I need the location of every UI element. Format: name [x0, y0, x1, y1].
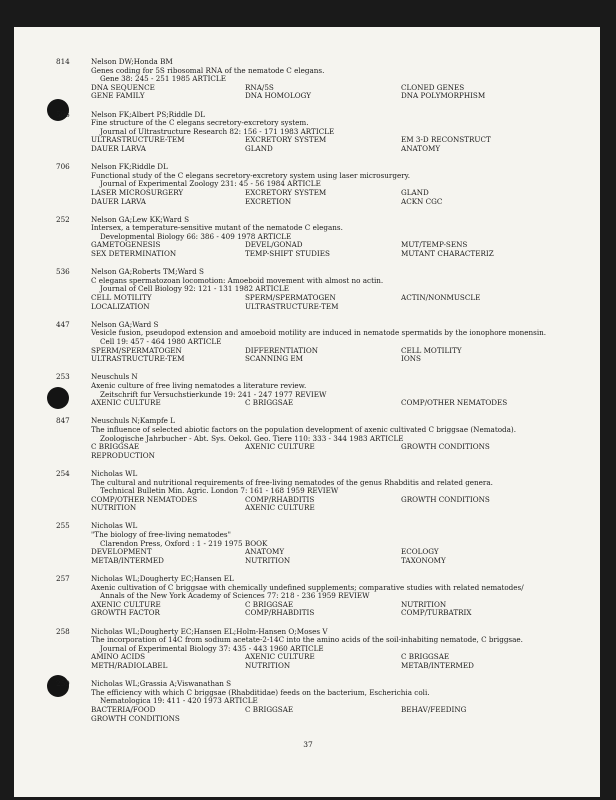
entry-number: 255	[56, 521, 70, 531]
entry-keywords	[91, 84, 569, 101]
entry-source: Cell 19: 457 - 464 1980 ARTICLE	[100, 337, 222, 346]
entry-authors: Neuschuls N;Kampfe L	[91, 416, 175, 426]
keyword: COMP/OTHER NEMATODES	[401, 399, 508, 408]
entry-source: Journal of Experimental Biology 37: 435 - 443 1960 ARTICLE	[100, 643, 324, 653]
bibliography-entry	[56, 468, 569, 513]
keyword: METAB/INTERMED	[91, 556, 164, 565]
page-number: 37	[303, 740, 313, 749]
keyword: DNA POLYMORPHISM	[401, 92, 486, 101]
entry-source: Annals of the New York Academy of Sciences 77: 218 - 236 1959 REVIEW	[100, 591, 370, 601]
keyword: COMP/OTHER NEMATODES	[91, 495, 198, 504]
keyword: C BRIGGSAE	[245, 600, 294, 609]
keyword: GROWTH FACTOR	[91, 609, 160, 618]
bibliography-list	[56, 57, 569, 733]
entry-keywords	[91, 347, 569, 364]
keyword: DAUER LARVA	[91, 197, 146, 206]
keyword: C BRIGGSAE	[245, 399, 294, 408]
entry-source: Journal of Ultrastructure Research 82: 156 - 171 1983 ARTICLE	[100, 126, 335, 136]
keyword: BACTERIA/FOOD	[91, 705, 156, 714]
entry-number: 253	[56, 372, 70, 382]
entry-title: Genes coding for 5S ribosomal RNA of the nematode C elegans.	[91, 65, 325, 75]
keyword	[401, 452, 551, 461]
keyword: AXENIC CULTURE	[245, 443, 315, 452]
keyword: MUTANT CHARACTERIZ	[401, 250, 494, 259]
keyword: ULTRASTRUCTURE-TEM	[91, 136, 185, 145]
bibliography-entry	[56, 626, 569, 671]
entry-number: 847	[56, 416, 70, 426]
entry-number: 252	[56, 214, 70, 224]
entry-authors: Nicholas WL	[91, 521, 138, 531]
entry-authors: Nicholas WL;Dougherty EC;Hansen EL;Holm-Hansen O;Moses V	[91, 626, 328, 636]
keyword: COMP/RHABDITIS	[245, 609, 315, 618]
entry-authors: Nelson FK;Riddle DL	[91, 162, 168, 172]
entry-title: The cultural and nutritional requirements of free-living nematodes of the genus Rhabditis and related genera.	[91, 477, 493, 487]
keyword: LASER MICROSURGERY	[91, 188, 184, 197]
entry-authors: Neuschuls N	[91, 372, 138, 382]
entry-keywords	[91, 496, 569, 513]
keyword: ANATOMY	[245, 548, 285, 557]
bibliography-entry	[56, 57, 569, 101]
keyword: C BRIGGSAE	[245, 705, 294, 714]
entry-title: C elegans spermatozoan locomotion: Amoeboid movement with almost no actin.	[91, 275, 384, 285]
entry-title: Fine structure of the C elegans secretory-excretory system.	[91, 118, 309, 128]
keyword: DEVEL/GONAD	[245, 241, 303, 250]
keyword: TEMP-SHIFT STUDIES	[245, 250, 330, 259]
keyword: NUTRITION	[401, 600, 447, 609]
keyword: AXENIC CULTURE	[245, 504, 315, 513]
keyword: AMINO ACIDS	[91, 653, 146, 662]
keyword: AXENIC CULTURE	[91, 600, 161, 609]
entry-number: 706	[56, 162, 70, 172]
bibliography-entry	[56, 416, 569, 460]
keyword: GLAND	[245, 144, 273, 153]
keyword: DIFFERENTIATION	[245, 346, 319, 355]
entry-title: The incorporation of 14C from sodium acetate-2-14C into the amino acids of the soil-inhabiting nematode, C briggsae.	[91, 635, 523, 645]
entry-number: 257	[56, 574, 70, 584]
entry-authors: Nelson DW;Honda BM	[91, 57, 173, 66]
keyword	[245, 715, 401, 724]
keyword	[245, 452, 401, 461]
bibliography-entry	[56, 109, 569, 154]
entry-authors: Nicholas WL;Grassia A;Viswanathan S	[91, 679, 232, 689]
entry-keywords	[91, 443, 569, 460]
keyword: METH/RADIOLABEL	[91, 661, 168, 670]
entry-authors: Nicholas WL	[91, 468, 138, 478]
keyword: ACTIN/NONMUSCLE	[401, 294, 481, 303]
entry-number: 536	[56, 267, 70, 277]
keyword: CELL MOTILITY	[91, 294, 152, 303]
keyword: BEHAV/FEEDING	[401, 705, 467, 714]
entry-keywords	[91, 653, 569, 670]
keyword: CELL MOTILITY	[401, 346, 462, 355]
entry-source: Technical Bulletin Min. Agric. London 7: 161 - 168 1959 REVIEW	[100, 486, 339, 496]
keyword: IONS	[401, 355, 421, 364]
entry-source: Clarendon Press, Oxford : 1 - 219 1975 BOOK	[100, 538, 268, 548]
entry-authors: Nelson FK;Albert PS;Riddle DL	[91, 109, 205, 119]
entry-source: Journal of Cell Biology 92: 121 - 131 1982 ARTICLE	[100, 284, 289, 294]
entry-authors: Nelson GA;Ward S	[91, 319, 159, 329]
keyword: GAMETOGENESIS	[91, 241, 161, 250]
entry-keywords	[91, 189, 569, 206]
keyword: C BRIGGSAE	[401, 653, 450, 662]
entry-source: Zoologische Jahrbucher - Abt. Sys. Oekol. Geo. Tiere 110: 333 - 344 1983 ARTICLE	[100, 433, 404, 443]
keyword: GROWTH CONDITIONS	[401, 495, 490, 504]
keyword: RNA/5S	[245, 83, 274, 92]
entry-number: 258	[56, 626, 70, 636]
keyword: COMP/TURBATRIX	[401, 609, 472, 618]
keyword: ULTRASTRUCTURE-TEM	[245, 302, 339, 311]
entry-source: Nematologica 19: 411 - 420 1973 ARTICLE	[100, 696, 258, 706]
bibliography-entry	[56, 214, 569, 259]
entry-keywords	[91, 399, 569, 408]
keyword: EXCRETORY SYSTEM	[245, 136, 327, 145]
entry-number: 259	[56, 679, 70, 689]
bibliography-entry	[56, 679, 569, 723]
entry-keywords	[91, 706, 569, 723]
entry-keywords	[91, 601, 569, 618]
keyword: DNA SEQUENCE	[91, 83, 155, 92]
keyword: EXCRETORY SYSTEM	[245, 188, 327, 197]
keyword: DAUER LARVA	[91, 144, 146, 153]
entry-number: 254	[56, 468, 70, 478]
keyword	[401, 504, 551, 513]
entry-authors: Nelson GA;Roberts TM;Ward S	[91, 267, 204, 277]
keyword: COMP/RHABDITIS	[245, 495, 315, 504]
entry-keywords	[91, 294, 569, 311]
keyword: ULTRASTRUCTURE-TEM	[91, 355, 185, 364]
keyword: GROWTH CONDITIONS	[91, 714, 180, 723]
keyword: GLAND	[401, 188, 429, 197]
keyword: AXENIC CULTURE	[245, 653, 315, 662]
keyword: EM 3-D RECONSTRUCT	[401, 136, 491, 145]
entry-number: 814	[56, 57, 70, 66]
entry-authors: Nelson GA;Lew KK;Ward S	[91, 214, 190, 224]
bibliography-entry	[56, 319, 569, 364]
entry-title: "The biology of free-living nematodes"	[91, 530, 231, 540]
keyword: C BRIGGSAE	[91, 443, 140, 452]
keyword: NUTRITION	[245, 556, 291, 565]
bibliography-entry	[56, 267, 569, 311]
bibliography-entry	[56, 162, 569, 206]
bibliography-entry	[56, 521, 569, 565]
keyword: NUTRITION	[91, 504, 137, 513]
entry-source: Gene 38: 245 - 251 1985 ARTICLE	[100, 74, 226, 84]
keyword: DNA HOMOLOGY	[245, 92, 311, 101]
keyword: REPRODUCTION	[91, 451, 155, 460]
keyword: SPERM/SPERMATOGEN	[245, 294, 336, 303]
keyword: DEVELOPMENT	[91, 548, 152, 557]
keyword: TAXONOMY	[401, 556, 446, 565]
bibliography-entry	[56, 372, 569, 408]
entry-title: Axenic cultivation of C briggsae with chemically undefined supplements; comparative studies with related nematodes/	[91, 582, 524, 592]
entry-title: Intersex, a temperature-sensitive mutant of the nematode C elegans.	[91, 223, 343, 233]
entry-keywords	[91, 548, 569, 565]
entry-number: 447	[56, 319, 70, 329]
keyword: ACKN CGC	[401, 197, 443, 206]
keyword: GENE FAMILY	[91, 92, 145, 101]
entry-keywords	[91, 136, 569, 153]
keyword: SPERM/SPERMATOGEN	[91, 346, 182, 355]
keyword: MUT/TEMP-SENS	[401, 241, 468, 250]
keyword: GROWTH CONDITIONS	[401, 443, 490, 452]
entry-authors: Nicholas WL;Dougherty EC;Hansen EL	[91, 574, 234, 584]
keyword: SEX DETERMINATION	[91, 250, 177, 259]
keyword: METAB/INTERMED	[401, 661, 474, 670]
entry-source: Developmental Biology 66: 386 - 409 1978 ARTICLE	[100, 231, 292, 241]
keyword: ECOLOGY	[401, 548, 439, 557]
keyword: ANATOMY	[401, 144, 441, 153]
entry-title: The influence of selected abiotic factors on the population development of axenic cultivated C briggsae (Nematoda).	[91, 424, 517, 434]
keyword: CLONED GENES	[401, 83, 465, 92]
keyword: NUTRITION	[245, 661, 291, 670]
bibliography-entry	[56, 574, 569, 618]
entry-title: The efficiency with which C briggsae (Rhabditidae) feeds on the bacterium, Escherichia coli.	[91, 687, 430, 697]
keyword: LOCALIZATION	[91, 302, 150, 311]
entry-title: Functional study of the C elegans secretory-excretory system using laser microsurgery.	[91, 170, 411, 180]
entry-title: Vesicle fusion, pseudopod extension and amoeboid motility are induced in nematode spermatids by the ionophore monensin.	[91, 328, 547, 338]
keyword: EXCRETION	[245, 197, 292, 206]
keyword	[401, 303, 551, 312]
entry-number: 596	[56, 109, 70, 119]
keyword: SCANNING EM	[245, 355, 303, 364]
keyword: AXENIC CULTURE	[91, 399, 161, 408]
entry-source: Zeitschrift fur Versuchstierkunde 19: 241 - 247 1977 REVIEW	[100, 389, 327, 399]
entry-source: Journal of Experimental Zoology 231: 45 - 56 1984 ARTICLE	[100, 179, 321, 189]
entry-keywords	[91, 241, 569, 258]
entry-title: Axenic culture of free living nematodes a literature review.	[91, 380, 307, 390]
keyword	[401, 715, 551, 724]
